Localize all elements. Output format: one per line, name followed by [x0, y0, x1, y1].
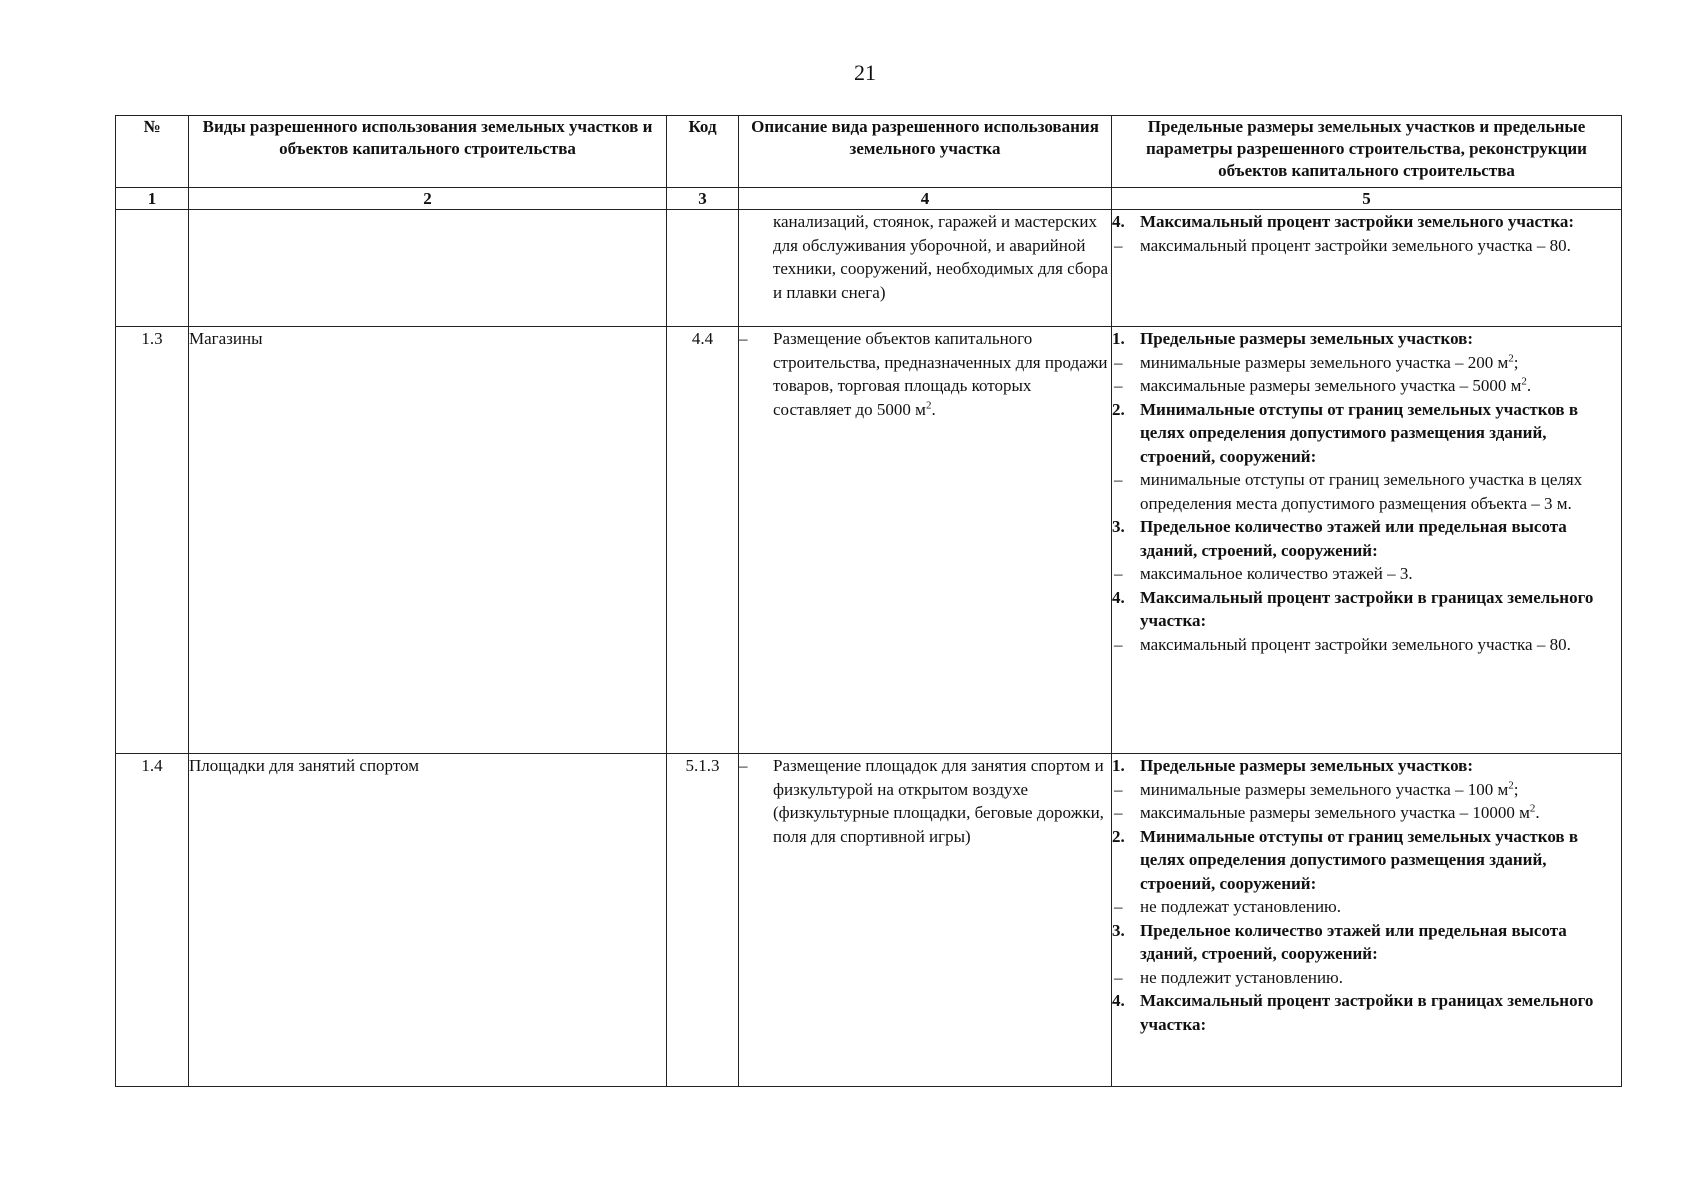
dash-marker: – — [1114, 634, 1123, 654]
param-text: минимальные отступы от границ земельного участка в целях определения места допустимого размещения объекта – 3 м. — [1140, 470, 1583, 513]
row-code: 5.1.3 — [667, 754, 739, 1087]
column-number: 2 — [189, 188, 667, 210]
dash-marker: – — [1114, 897, 1123, 916]
row-use-type — [189, 210, 667, 327]
param-number: 3. — [1112, 517, 1125, 536]
row-description — [739, 754, 1112, 1087]
table-row — [116, 327, 1622, 754]
row-params — [1112, 210, 1622, 327]
dash-marker: – — [1114, 564, 1123, 583]
table-row — [116, 754, 1622, 1087]
param-title: Максимальный процент застройки в границах земельного участка: — [1140, 991, 1594, 1034]
column-number: 5 — [1112, 188, 1622, 210]
row-number: 1.3 — [116, 327, 189, 754]
dash-marker: – — [739, 756, 748, 775]
param-number: 1. — [1112, 756, 1125, 775]
param-heading — [1112, 515, 1621, 562]
param-item — [1112, 234, 1621, 258]
dash-marker: – — [739, 329, 748, 348]
param-item — [1112, 801, 1621, 825]
row-code: 4.4 — [667, 327, 739, 754]
param-title: Минимальные отступы от границ земельных участков в целях определения допустимого размещения зданий, строений, сооружений: — [1140, 399, 1579, 466]
param-heading — [1112, 825, 1621, 896]
dash-marker: – — [1114, 352, 1123, 372]
row-use-type: Магазины — [189, 327, 667, 754]
param-text: не подлежит установлению. — [1140, 967, 1344, 987]
column-number: 3 — [667, 188, 739, 210]
param-number: 1. — [1112, 329, 1125, 348]
row-params — [1112, 754, 1622, 1087]
page-number: 21 — [854, 60, 876, 85]
dash-marker: – — [1114, 803, 1123, 822]
param-heading — [1112, 398, 1621, 469]
param-text: не подлежат установлению. — [1140, 897, 1342, 916]
param-number: 2. — [1112, 399, 1125, 419]
param-text: максимальный процент застройки земельного участка – 80. — [1140, 235, 1571, 255]
param-item — [1112, 966, 1621, 990]
row-code — [667, 210, 739, 327]
param-text: максимальное количество этажей – 3. — [1140, 564, 1413, 583]
column-number: 1 — [116, 188, 189, 210]
param-item — [1112, 562, 1621, 586]
param-number: 4. — [1112, 212, 1125, 231]
param-heading — [1112, 989, 1621, 1036]
param-heading — [1112, 327, 1621, 351]
param-number: 4. — [1112, 587, 1125, 607]
param-text: максимальные размеры земельного участка – 5000 $м^2$. — [1140, 375, 1532, 395]
header-use-types: Виды разрешенного использования земельных участков и объектов капитального строительства — [189, 116, 667, 188]
description-continuation: канализаций, стоянок, гаражей и мастерских для обслуживания уборочной, и аварийной техники, сооружений, необходимых для сбора и плавки снега) — [773, 212, 1109, 302]
param-title: Максимальный процент застройки земельного участка: — [1140, 212, 1575, 231]
param-text: минимальные размеры земельного участка – 100 $м^2$; — [1140, 778, 1519, 799]
param-heading — [1112, 210, 1621, 234]
dash-marker: – — [1114, 967, 1123, 987]
param-heading — [1112, 754, 1621, 778]
column-number-row — [116, 188, 1622, 210]
header-row — [116, 116, 1622, 188]
dash-marker: – — [1114, 235, 1123, 255]
description-text: Размещение объектов капитального строительства, предназначенных для продажи товаров, торговая площадь которых составляет до 5000 $м^2$. — [773, 329, 1108, 419]
param-text: минимальные размеры земельного участка – 200 $м^2$; — [1140, 351, 1519, 372]
param-item — [1112, 374, 1621, 398]
param-text: максимальные размеры земельного участка – 10000 $м^2$. — [1140, 802, 1540, 822]
param-title: Предельные размеры земельных участков: — [1140, 756, 1474, 775]
param-item — [1112, 468, 1621, 515]
row-number — [116, 210, 189, 327]
param-heading — [1112, 586, 1621, 633]
param-item — [1112, 633, 1621, 657]
zoning-table — [115, 115, 1622, 1087]
row-description — [739, 210, 1112, 327]
param-item — [1112, 351, 1621, 375]
param-title: Максимальный процент застройки в границах земельного участка: — [1140, 587, 1594, 630]
param-number: 2. — [1112, 826, 1125, 846]
param-number: 3. — [1112, 920, 1125, 940]
header-limits: Предельные размеры земельных участков и предельные параметры разрешенного строительства, реконструкции объектов капитального строительства — [1112, 116, 1622, 188]
param-number: 4. — [1112, 991, 1125, 1010]
param-title: Предельное количество этажей или предельная высота зданий, строений, сооружений: — [1140, 517, 1567, 560]
row-use-type: Площадки для занятий спортом — [189, 754, 667, 1087]
header-code: Код — [667, 116, 739, 188]
param-item — [1112, 895, 1621, 919]
param-title: Минимальные отступы от границ земельных участков в целях определения допустимого размещения зданий, строений, сооружений: — [1140, 826, 1579, 893]
table-row — [116, 210, 1622, 327]
dash-marker: – — [1114, 470, 1123, 489]
header-no: № — [116, 116, 189, 188]
row-number: 1.4 — [116, 754, 189, 1087]
param-title: Предельное количество этажей или предельная высота зданий, строений, сооружений: — [1140, 920, 1567, 963]
dash-marker: – — [1114, 376, 1123, 395]
column-number: 4 — [739, 188, 1112, 210]
param-heading — [1112, 919, 1621, 966]
param-item — [1112, 778, 1621, 802]
param-text: максимальный процент застройки земельного участка – 80. — [1140, 634, 1571, 654]
dash-marker: – — [1114, 779, 1123, 799]
param-title: Предельные размеры земельных участков: — [1140, 329, 1474, 348]
row-description — [739, 327, 1112, 754]
row-params — [1112, 327, 1622, 754]
description-text: Размещение площадок для занятия спортом и физкультурой на открытом воздухе (физкультурные площадки, беговые дорожки, поля для спортивной игры) — [773, 756, 1104, 846]
header-description: Описание вида разрешенного использования земельного участка — [739, 116, 1112, 188]
